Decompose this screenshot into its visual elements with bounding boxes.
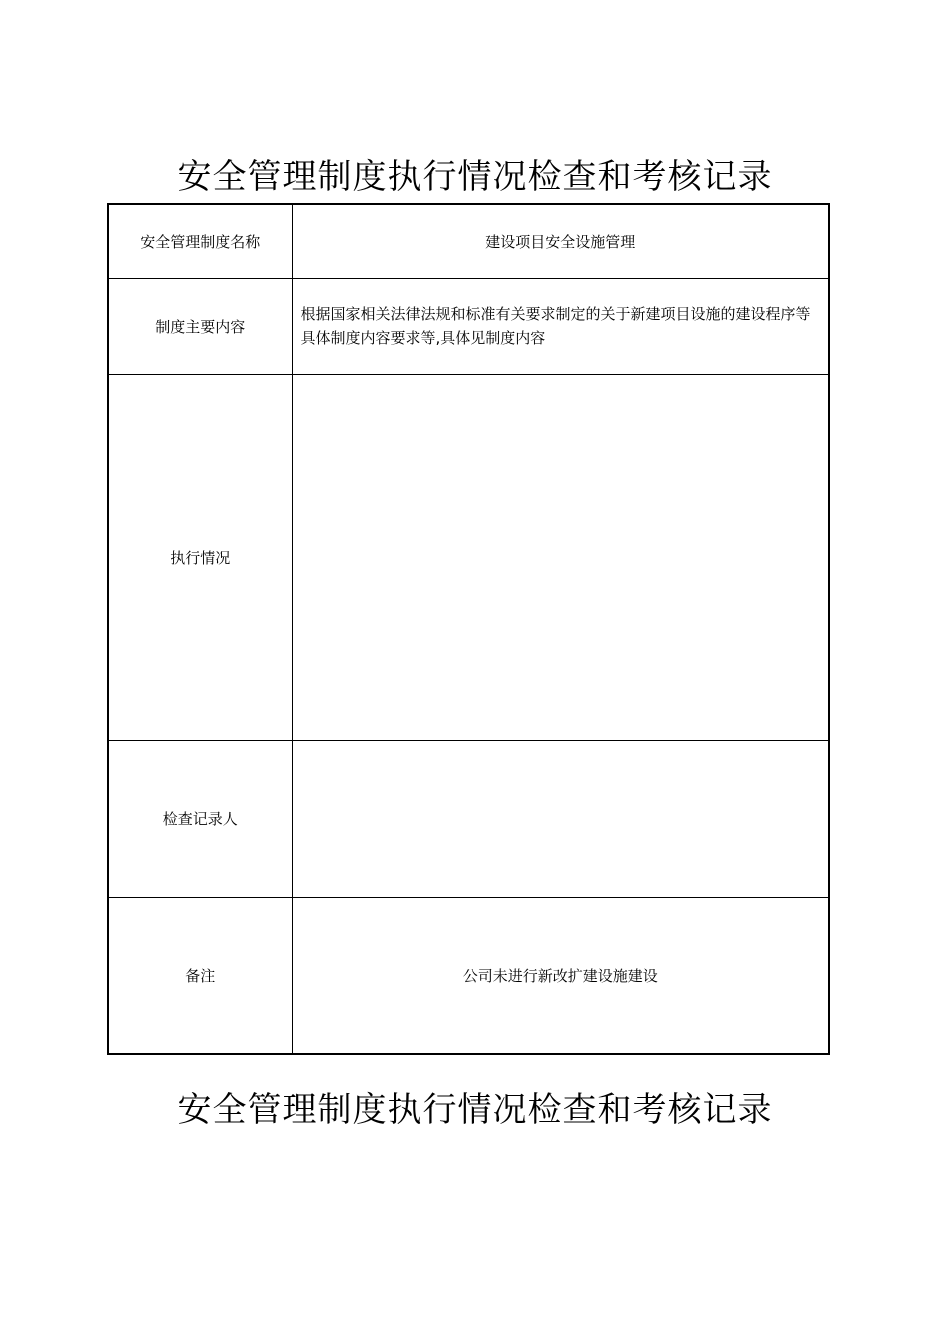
table-row [108,897,829,1054]
value-checker [292,740,829,897]
table-row [108,204,829,278]
table-row [108,740,829,897]
table-row [108,278,829,374]
label-execution: 执行情况 [108,374,292,740]
label-system-name: 安全管理制度名称 [108,204,292,278]
inspection-record-table [107,203,830,1055]
value-system-name: 建设项目安全设施管理 [292,204,829,278]
page-title: 安全管理制度执行情况检查和考核记录 [177,157,773,197]
label-remark: 备注 [108,897,292,1054]
label-checker: 检查记录人 [108,740,292,897]
value-remark: 公司未进行新改扩建设施建设 [292,897,829,1054]
page-title-repeat: 安全管理制度执行情况检查和考核记录 [177,1090,773,1130]
table-row [108,374,829,740]
value-execution [292,374,829,740]
value-main-content: 根据国家相关法律法规和标准有关要求制定的关于新建项目设施的建设程序等具体制度内容要求等,具体见制度内容 [292,278,829,374]
label-main-content: 制度主要内容 [108,278,292,374]
